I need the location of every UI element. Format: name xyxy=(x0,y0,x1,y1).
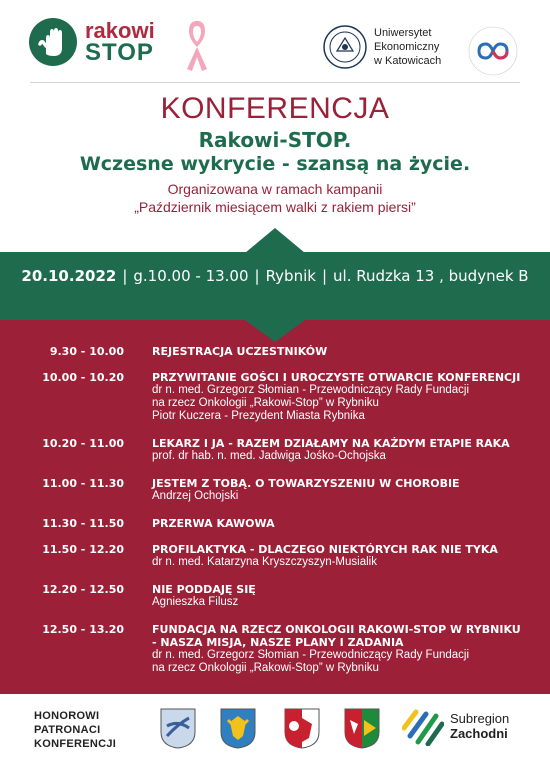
crest-rybnik-icon xyxy=(342,706,382,750)
conference-subtitle-1: Rakowi-STOP. xyxy=(198,128,352,152)
program-title: PRZERWA KAWOWA xyxy=(152,517,275,530)
crest-fish-icon xyxy=(158,706,198,750)
university-logo xyxy=(322,24,441,70)
program-title: JESTEM Z TOBĄ. O TOWARZYSZENIU W CHOROBIE xyxy=(152,477,460,490)
event-city: Rybnik xyxy=(265,267,316,285)
patrons-label-line-1: HONOROWI xyxy=(34,710,100,722)
subregion-line-1: Subregion xyxy=(450,711,510,726)
event-time: g.10.00 - 13.00 xyxy=(133,267,249,285)
program-time: 12.20 - 12.50 xyxy=(42,583,124,596)
program-title: LEKARZ I JA - RAZEM DZIAŁAMY NA KAŻDYM ETAPIE RAKA xyxy=(152,437,510,450)
brand-line-1: rakowi xyxy=(85,18,155,43)
patrons-label-line-2: PATRONACI xyxy=(34,724,101,736)
event-address: ul. Rudzka 13 , budynek B xyxy=(333,267,529,285)
program-time: 10.00 - 10.20 xyxy=(42,371,124,384)
university-seal-icon xyxy=(322,24,368,70)
green-arrow-up xyxy=(245,228,305,253)
university-name-line-2: Ekonomiczny xyxy=(374,41,440,53)
program-speaker: Piotr Kuczera - Prezydent Miasta Rybnika xyxy=(152,410,365,422)
program-title: NIE PODDAJĘ SIĘ xyxy=(152,583,256,596)
program-speaker: Agnieszka Filusz xyxy=(152,596,239,608)
subregion-line-2: Zachodni xyxy=(450,726,508,741)
education-center-logo-icon xyxy=(466,24,520,78)
program-speaker: dr n. med. Grzegorz Słomian - Przewodniczący Rady Fundacji xyxy=(152,649,470,661)
program-time: 9.30 - 10.00 xyxy=(49,345,124,358)
program-speaker: na rzecz Onkologii „Rakowi-Stop” w Rybniku xyxy=(152,397,379,409)
event-date: 20.10.2022 xyxy=(21,267,117,285)
program-time: 10.20 - 11.00 xyxy=(42,437,124,450)
hand-stop-icon xyxy=(29,18,77,66)
honorary-patrons-label xyxy=(34,709,116,751)
organized-line-2: „Październik miesiącem walki z rakiem piersi” xyxy=(134,199,416,215)
title-block xyxy=(0,92,550,216)
crest-eagle-yellow-icon xyxy=(218,706,258,750)
subregion-logo xyxy=(402,706,509,746)
event-info: 20.10.2022 | g.10.00 - 13.00 | Rybnik | ul. Rudzka 13 , budynek B xyxy=(21,267,529,285)
subregion-wave-icon xyxy=(402,706,444,746)
university-name-line-1: Uniwersytet xyxy=(374,27,432,39)
header xyxy=(0,0,550,82)
program-time: 11.00 - 11.30 xyxy=(42,477,124,490)
program-time: 11.50 - 12.20 xyxy=(42,543,124,556)
program-title: PRZYWITANIE GOŚCI I UROCZYSTE OTWARCIE KONFERENCJI xyxy=(152,371,521,384)
program-title-continued: - NASZA MISJA, NASZE PLANY I ZADANIA xyxy=(152,636,404,649)
program-speaker: na rzecz Onkologii „Rakowi-Stop” w Rybniku xyxy=(152,662,379,674)
conference-title: KONFERENCJA xyxy=(160,92,390,125)
program-speaker: dr n. med. Katarzyna Kryszczyszyn-Musialik xyxy=(152,556,377,568)
program-title: PROFILAKTYKA - DLACZEGO NIEKTÓRYCH RAK NIE TYKA xyxy=(152,543,498,556)
pink-ribbon-icon xyxy=(180,17,214,73)
conference-subtitle-2: Wczesne wykrycie - szansą na życie. xyxy=(79,153,471,175)
organized-line-1: Organizowana w ramach kampanii xyxy=(167,181,383,197)
program-title: REJESTRACJA UCZESTNIKÓW xyxy=(152,345,328,358)
program-title: FUNDACJA NA RZECZ ONKOLOGII RAKOWI-STOP W RYBNIKU xyxy=(152,623,521,636)
green-arrow-down xyxy=(245,320,305,342)
header-divider xyxy=(30,82,520,83)
program-time: 11.30 - 11.50 xyxy=(42,517,124,530)
program-speaker: prof. dr hab. n. med. Jadwiga Jośko-Ochojska xyxy=(152,450,386,462)
university-name-line-3: w Katowicach xyxy=(374,55,442,67)
crest-eagle-red-icon xyxy=(282,706,322,750)
rakowi-stop-logo xyxy=(29,18,155,66)
program-speaker: dr n. med. Grzegorz Słomian - Przewodniczący Rady Fundacji xyxy=(152,384,470,396)
patrons-label-line-3: KONFERENCJI xyxy=(34,738,117,750)
program-speaker: Andrzej Ochojski xyxy=(152,490,239,502)
brand-line-2: STOP xyxy=(85,39,154,66)
program-time: 12.50 - 13.20 xyxy=(42,623,124,636)
